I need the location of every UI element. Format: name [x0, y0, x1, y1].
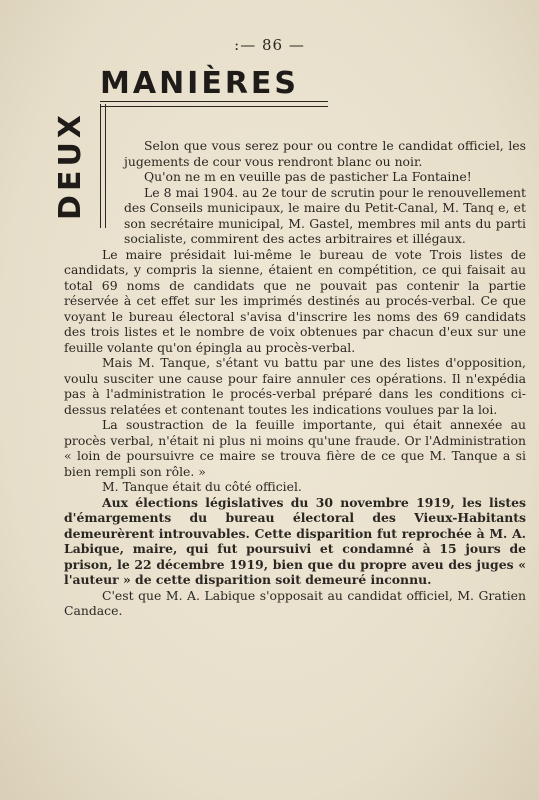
title-manieres: MANIÈRES [100, 66, 300, 101]
paragraph-4: Le maire présidait lui-même le bureau de vote Trois listes de candidats, y compris la sienne, étaient en compétition, ce qui faisait au total 69 noms de candidats que ne pouvait pas contenir la partie réservée à cet effet sur les imprimés destinés au procés-verbal. Ce que voyant le bureau électoral s'avisa d'inscrire les noms des 69 candidats des trois listes et le nombre de voix obtenues par chacun d'eux sur une feuille volante qu'on épingla au procès-verbal. [64, 246, 526, 355]
page-number: :— 86 — [234, 36, 305, 54]
paragraph-9: C'est que M. A. Labique s'opposait au candidat officiel, M. Gratien Candace. [64, 587, 526, 618]
paragraph-1: Selon que vous serez pour ou contre le candidat officiel, les jugements de cour vous rendront blanc ou noir. [124, 138, 526, 169]
title-deux-text: DEUX [52, 110, 88, 220]
paragraph-8-bold: Aux élections législatives du 30 novembre 1919, les listes d'émargements du bureau électoral des Vieux-Habitants demeurèrent introuvables. Cette disparition fut reprochée à M. A. Labique, maire, qui fut poursuivi et condamné à 15 jours de prison, le 22 décembre 1919, bien que du propre aveu des juges « l'auteur » de cette disparition soit demeuré inconnu. [64, 494, 526, 587]
paragraph-2: Qu'on ne m en veuille pas de pasticher La Fontaine! [144, 169, 472, 184]
paragraph-6: La soustraction de la feuille importante, qui était annexée au procès verbal, n'était ni plus ni moins qu'une fraude. Or l'Administration « loin de poursuivre ce maire se trouva fière de ce que M. Tanque a si bien rempli son rôle. » [64, 417, 526, 479]
body-text [64, 138, 526, 619]
paragraph-3: Le 8 mai 1904. au 2e tour de scrutin pour le renouvellement des Conseils municipaux, le maire du Petit-Canal, M. Tanq e, et son secrétaire municipal, M. Gastel, membres mil ants du parti socialiste, commirent des actes arbitraires et illégaux. [124, 184, 526, 246]
title-underline [100, 101, 328, 107]
paragraph-7: M. Tanque était du côté officiel. [102, 479, 302, 494]
paragraph-5: Mais M. Tanque, s'étant vu battu par une des listes d'opposition, voulu susciter une cause pour faire annuler ces opérations. Il n'expédia pas à l'administration le procés-verbal préparé dans les conditions ci-dessus relatées et contenant toutes les indications voulues par la loi. [64, 355, 526, 417]
paragraph-8 [64, 495, 526, 588]
